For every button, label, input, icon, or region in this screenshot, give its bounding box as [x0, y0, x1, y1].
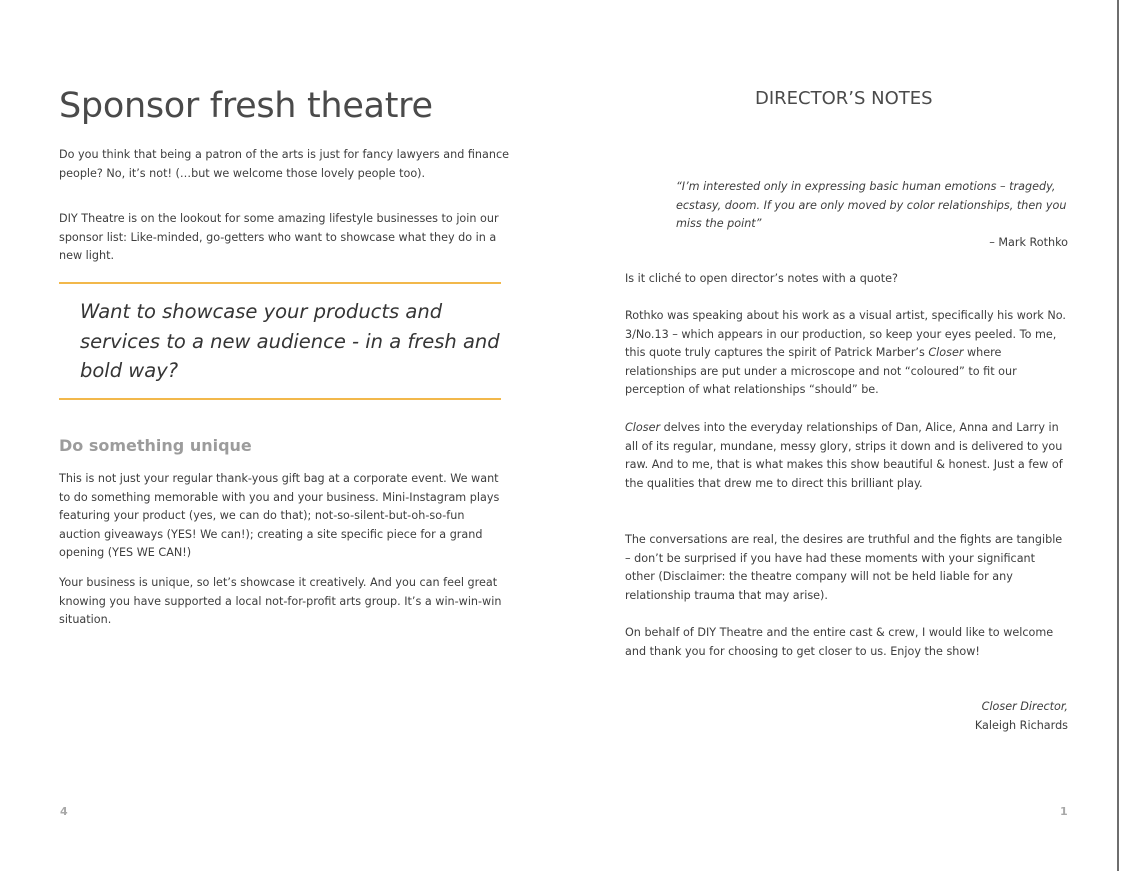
epigraph-author: – Mark Rothko: [989, 235, 1068, 249]
notes-paragraph-2-end: where relationships are put under a microscope and not “coloured” to fit our perception of what relationships “should” be.: [625, 346, 1017, 397]
page-number: 1: [1060, 805, 1068, 818]
notes-paragraph-2-start: Rothko was speaking about his work as a visual artist, specifically his work No. 3/No.13 – which appears in our production, so keep your eyes peeled. To me, this quote truly captures the spirit of Patrick Marber’s: [625, 309, 1066, 360]
notes-paragraph-5: On behalf of DIY Theatre and the entire cast & crew, I would like to welcome and thank you for choosing to get closer to us. Enjoy the show!: [625, 626, 1054, 658]
intro-paragraph: Do you think that being a patron of the arts is just for fancy lawyers and finance people? No, it’s not! (…but we welcome those lovely people too).: [59, 148, 509, 180]
left-page: [0, 0, 560, 871]
right-page: [560, 0, 1120, 871]
business-paragraph: Your business is unique, so let’s showcase it creatively. And you can feel great knowing you have supported a local not-for-profit arts group. It’s a win-win-win situation.: [59, 576, 502, 627]
signature-role: Closer Director,: [981, 700, 1068, 713]
signature-name: Kaleigh Richards: [974, 718, 1068, 732]
unique-paragraph: This is not just your regular thank-yous gift bag at a corporate event. We want to do something memorable with you and your business. Mini-Instagram plays featuring your product (yes, we can do that); not-so-silent-but-oh-so-fun auction giveaways (YES! We can!); creating a site specific piece for a grand opening (YES WE CAN!): [59, 472, 500, 560]
epigraph: [676, 178, 1068, 252]
notes-paragraph-3: [625, 419, 1068, 493]
pull-quote-bottom-rule: [59, 398, 501, 400]
epigraph-quote: “I’m interested only in expressing basic human emotions – tragedy, ecstasy, doom. If you are only moved by color relationships, then you miss the point”: [676, 180, 1067, 231]
lookout-paragraph: DIY Theatre is on the lookout for some amazing lifestyle businesses to join our sponsor list: Like-minded, go-getters who want to showcase what they do in a new light.: [59, 212, 499, 263]
page-title: Sponsor fresh theatre: [59, 86, 433, 126]
play-title: Closer: [928, 346, 964, 360]
section-subhead: Do something unique: [59, 436, 252, 455]
page-edge-divider: [1117, 0, 1119, 871]
notes-paragraph-4: The conversations are real, the desires are truthful and the fights are tangible – don’t be surprised if you have had these moments with your significant other (Disclaimer: the theatre company will not be held liable for any relationship trauma that may arise).: [625, 533, 1063, 602]
pull-quote-top-rule: [59, 282, 501, 284]
pull-quote: Want to showcase your products and services to a new audience - in a fresh and bold way?: [80, 300, 500, 382]
notes-paragraph-2: [625, 307, 1068, 400]
play-title: Closer: [625, 421, 661, 434]
notes-paragraph-1: Is it cliché to open director’s notes with a quote?: [625, 272, 898, 285]
notes-paragraph-3-end: delves into the everyday relationships of Dan, Alice, Anna and Larry in all of its regular, mundane, messy glory, strips it down and is delivered to you raw. And to me, that is what makes this show beautiful & honest. Just a few of the qualities that drew me to direct this brilliant play.: [625, 421, 1063, 490]
directors-notes-heading: DIRECTOR’S NOTES: [755, 88, 933, 109]
page-number: 4: [60, 805, 68, 818]
signature: [860, 698, 1068, 735]
